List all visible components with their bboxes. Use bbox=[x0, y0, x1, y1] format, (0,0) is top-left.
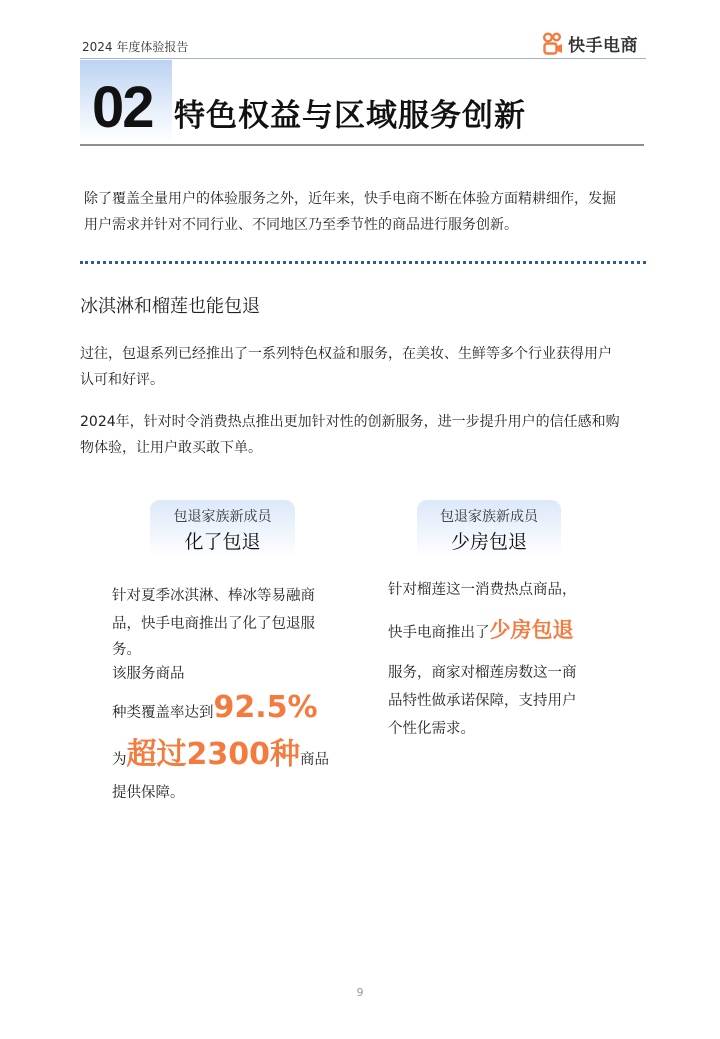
badge-caption: 包退家族新成员 bbox=[440, 509, 538, 525]
melt-return-description bbox=[112, 582, 347, 805]
dotted-divider bbox=[80, 261, 646, 264]
intro-line: 除了覆盖全量用户的体验服务之外，近年来，快手电商不断在体验方面精耕细作，发掘 bbox=[84, 191, 616, 207]
sub-heading: 冰淇淋和榴莲也能包退 bbox=[80, 296, 260, 317]
description-line: 针对榴莲这一消费热点商品， bbox=[388, 582, 577, 598]
service-name-highlight: 少房包退 bbox=[489, 618, 574, 642]
paragraph-line: 过往，包退系列已经推出了一系列特色权益和服务，在美妆、生鲜等多个行业获得用户 bbox=[80, 346, 612, 362]
paragraph-2 bbox=[80, 409, 648, 461]
durian-return-description bbox=[388, 576, 613, 743]
description-line bbox=[388, 604, 613, 659]
description-line bbox=[112, 734, 347, 781]
intro-line: 用户需求并针对不同行业、不同地区乃至季节性的商品进行服务创新。 bbox=[84, 217, 518, 233]
report-year-label: 2024 年度体验报告 bbox=[82, 40, 189, 54]
badge-caption: 包退家族新成员 bbox=[173, 509, 272, 525]
coverage-rate-highlight: 92.5% bbox=[213, 690, 318, 725]
description-line: 品，快手电商推出了化了包退服 bbox=[112, 616, 315, 632]
intro-paragraph bbox=[84, 186, 649, 238]
description-line: 提供保障。 bbox=[112, 785, 185, 801]
description-line: 针对夏季冰淇淋、棒冰等易融商 bbox=[112, 588, 315, 604]
title-underline bbox=[80, 144, 644, 146]
description-text: 种类覆盖率达到 bbox=[112, 705, 214, 721]
paragraph-line: 认可和好评。 bbox=[80, 372, 164, 388]
description-line: 该服务商品 bbox=[112, 666, 185, 682]
description-text: 为 bbox=[112, 752, 127, 768]
description-line: 品特性做承诺保障，支持用户 bbox=[388, 693, 577, 709]
badge-durian-return bbox=[417, 500, 561, 558]
page-number: 9 bbox=[356, 986, 364, 999]
brand bbox=[542, 31, 638, 56]
header-divider bbox=[80, 58, 646, 59]
description-line bbox=[112, 687, 347, 734]
paragraph-line: 2024年，针对时令消费热点推出更加针对性的创新服务，进一步提升用户的信任感和购 bbox=[80, 414, 620, 430]
paragraph-1 bbox=[80, 341, 648, 393]
description-line: 个性化需求。 bbox=[388, 721, 475, 737]
badge-title: 少房包退 bbox=[450, 531, 527, 553]
kuaishou-logo-icon bbox=[542, 32, 564, 56]
brand-name: 快手电商 bbox=[568, 36, 638, 56]
product-count-highlight: 超过2300种 bbox=[126, 737, 300, 772]
paragraph-line: 物体验，让用户敢买敢下单。 bbox=[80, 440, 262, 456]
section-number: 02 bbox=[92, 75, 153, 140]
section-title: 特色权益与区域服务创新 bbox=[174, 98, 526, 134]
description-text: 商品 bbox=[300, 752, 329, 768]
description-line: 务。 bbox=[112, 642, 141, 658]
badge-title: 化了包退 bbox=[184, 531, 261, 553]
description-text: 快手电商推出了 bbox=[388, 625, 490, 641]
badge-melt-return bbox=[150, 500, 295, 558]
description-line: 服务，商家对榴莲房数这一商 bbox=[388, 665, 577, 681]
